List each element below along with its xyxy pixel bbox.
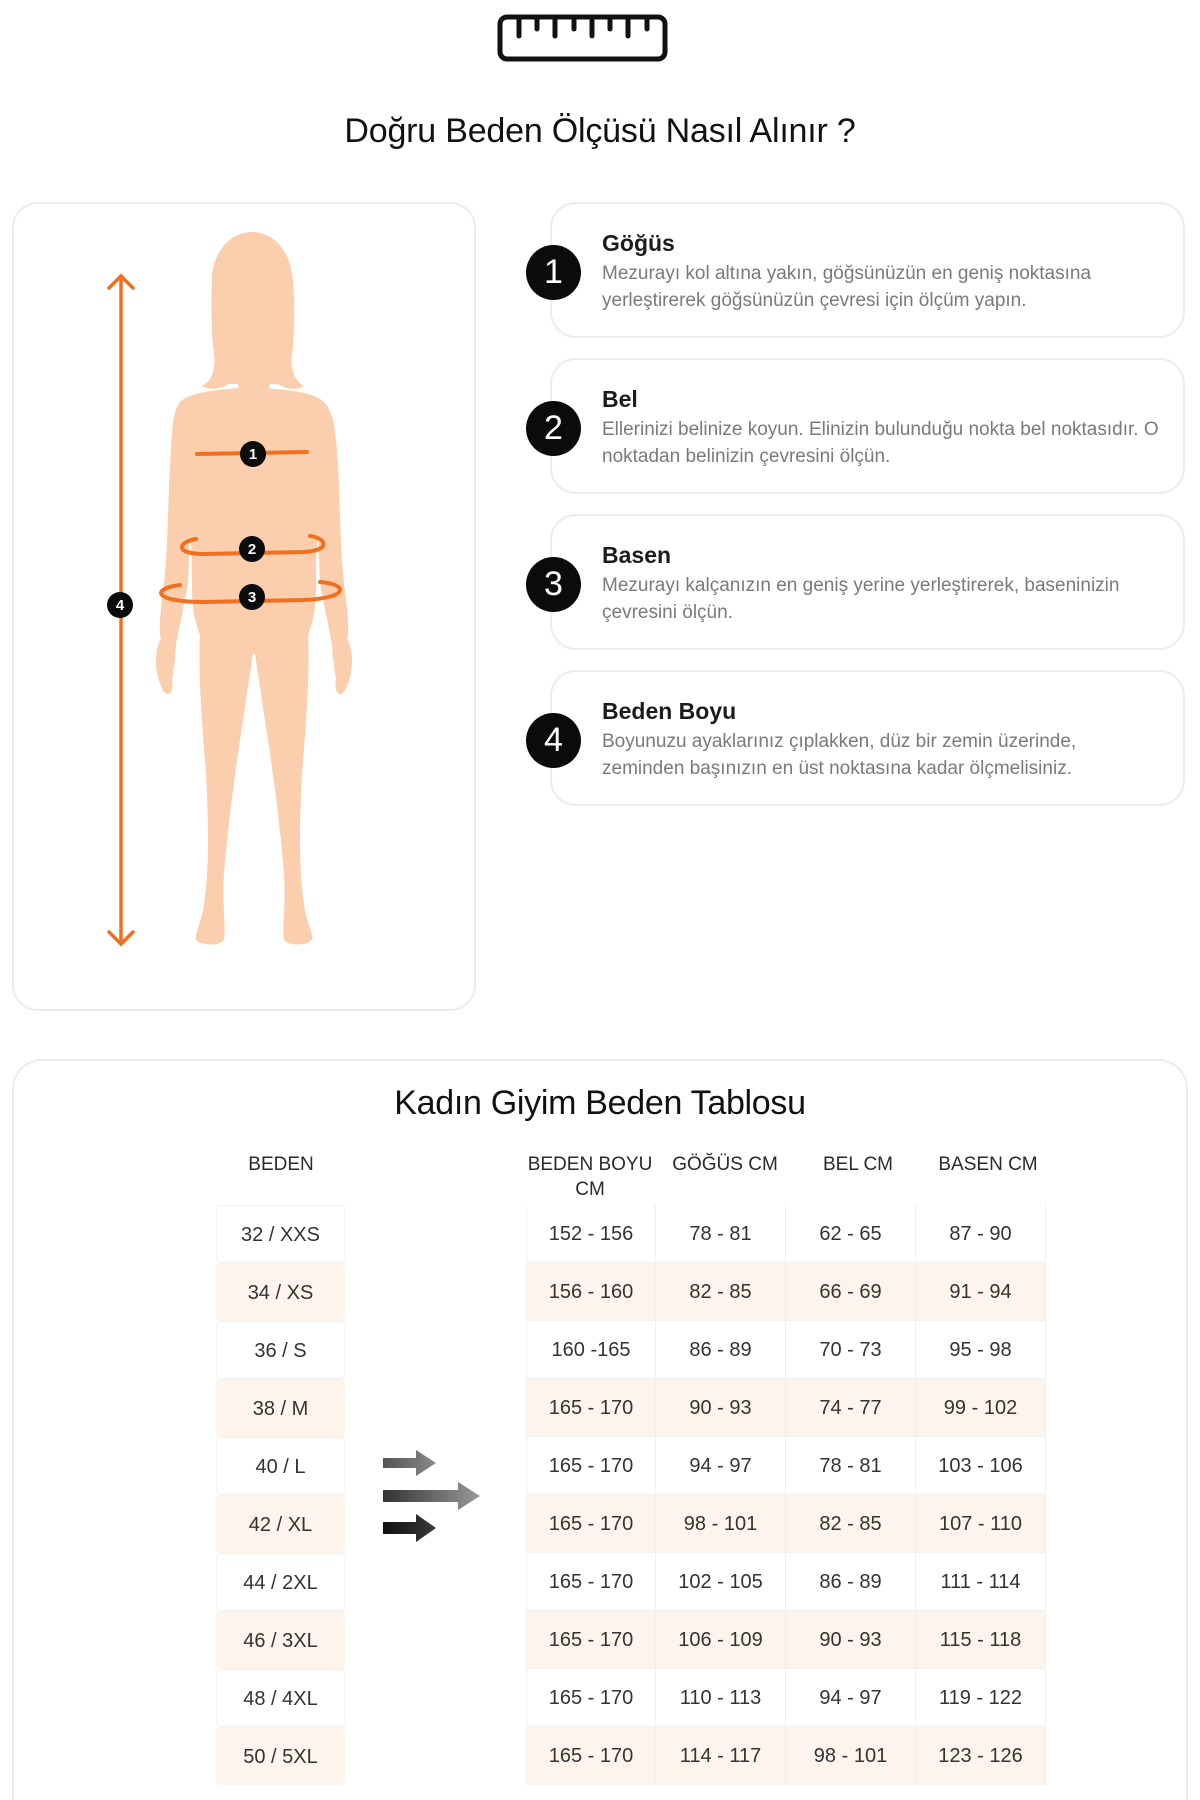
table-row	[526, 1263, 1046, 1321]
chest-cell: 86 - 89	[656, 1321, 786, 1379]
hip-cell: 95 - 98	[916, 1321, 1046, 1379]
hip-cell: 91 - 94	[916, 1263, 1046, 1321]
step-title: Göğüs	[602, 230, 675, 256]
hip-cell: 119 - 122	[916, 1669, 1046, 1727]
size-cell: 40 / L	[216, 1437, 345, 1495]
size-cell: 38 / M	[216, 1379, 345, 1437]
column-header-chest: GÖĞÜS CM	[672, 1154, 778, 1175]
table-row	[526, 1379, 1046, 1437]
size-cell: 32 / XXS	[216, 1205, 345, 1263]
chest-cell: 90 - 93	[656, 1379, 786, 1437]
column-header-hip: BASEN CM	[938, 1154, 1038, 1175]
step-number-badge: 4	[526, 713, 581, 768]
size-cell: 44 / 2XL	[216, 1553, 345, 1611]
size-cell: 36 / S	[216, 1321, 345, 1379]
marker-4-label: 4	[115, 597, 125, 614]
step-description: Mezurayı kalçanızın en geniş yerine yerleştirerek, baseninizin çevresini ölçün.	[602, 575, 1120, 623]
step-title: Bel	[602, 386, 638, 412]
size-table-title: Kadın Giyim Beden Tablosu	[394, 1084, 806, 1122]
waist-cell: 82 - 85	[786, 1495, 916, 1553]
chest-cell: 82 - 85	[656, 1263, 786, 1321]
page-title: Doğru Beden Ölçüsü Nasıl Alınır ?	[344, 112, 856, 150]
step-number-badge: 3	[526, 557, 581, 612]
waist-cell: 70 - 73	[786, 1321, 916, 1379]
arrows-right-icon	[380, 1448, 482, 1544]
height-cell: 156 - 160	[526, 1263, 656, 1321]
waist-cell: 86 - 89	[786, 1553, 916, 1611]
height-cell: 165 - 170	[526, 1669, 656, 1727]
column-header-size: BEDEN	[248, 1154, 314, 1175]
size-column	[216, 1205, 345, 1785]
height-cell: 165 - 170	[526, 1553, 656, 1611]
step-description: Boyunuzu ayaklarınız çıplakken, düz bir zemin üzerinde, zeminden başınızın en üst noktasına kadar ölçmelisiniz.	[602, 731, 1077, 779]
chest-cell: 98 - 101	[656, 1495, 786, 1553]
chest-cell: 94 - 97	[656, 1437, 786, 1495]
table-row	[526, 1553, 1046, 1611]
chest-cell: 78 - 81	[656, 1205, 786, 1263]
step-title: Basen	[602, 542, 672, 568]
chest-cell: 114 - 117	[656, 1727, 786, 1785]
height-cell: 165 - 170	[526, 1727, 656, 1785]
measurement-table	[526, 1205, 1046, 1785]
body-silhouette-illustration	[14, 204, 478, 1013]
height-cell: 160 -165	[526, 1321, 656, 1379]
height-cell: 165 - 170	[526, 1495, 656, 1553]
size-cell: 48 / 4XL	[216, 1669, 345, 1727]
body-figure-card	[12, 202, 476, 1011]
waist-cell: 74 - 77	[786, 1379, 916, 1437]
height-cell: 165 - 170	[526, 1379, 656, 1437]
waist-cell: 78 - 81	[786, 1437, 916, 1495]
size-cell: 42 / XL	[216, 1495, 345, 1553]
waist-cell: 90 - 93	[786, 1611, 916, 1669]
table-row	[526, 1437, 1046, 1495]
height-cell: 165 - 170	[526, 1611, 656, 1669]
waist-cell: 62 - 65	[786, 1205, 916, 1263]
size-cell: 46 / 3XL	[216, 1611, 345, 1669]
waist-cell: 66 - 69	[786, 1263, 916, 1321]
step-title: Beden Boyu	[602, 698, 737, 724]
marker-1-label: 1	[248, 446, 258, 463]
column-header-height: BEDEN BOYU CM	[527, 1154, 653, 1200]
size-cell: 34 / XS	[216, 1263, 345, 1321]
step-description: Mezurayı kol altına yakın, göğsünüzün en geniş noktasına yerleştirerek göğsünüzün çevresi için ölçüm yapın.	[602, 263, 1092, 311]
step-description: Ellerinizi belinize koyun. Elinizin bulunduğu nokta bel noktasıdır. O noktadan belinizin çevresini ölçün.	[602, 419, 1159, 467]
step-number-badge: 2	[526, 401, 581, 456]
hip-cell: 115 - 118	[916, 1611, 1046, 1669]
step-card-waist	[550, 358, 1185, 494]
step-card-height	[550, 670, 1185, 806]
marker-2-label: 2	[247, 541, 257, 558]
waist-cell: 94 - 97	[786, 1669, 916, 1727]
hip-cell: 103 - 106	[916, 1437, 1046, 1495]
step-card-hip	[550, 514, 1185, 650]
size-cell: 50 / 5XL	[216, 1727, 345, 1785]
height-cell: 152 - 156	[526, 1205, 656, 1263]
table-row	[526, 1205, 1046, 1263]
table-row	[526, 1495, 1046, 1553]
step-number-badge: 1	[526, 245, 581, 300]
waist-cell: 98 - 101	[786, 1727, 916, 1785]
hip-cell: 87 - 90	[916, 1205, 1046, 1263]
height-cell: 165 - 170	[526, 1437, 656, 1495]
column-header-waist: BEL CM	[822, 1154, 894, 1175]
hip-cell: 107 - 110	[916, 1495, 1046, 1553]
chest-cell: 106 - 109	[656, 1611, 786, 1669]
hip-cell: 123 - 126	[916, 1727, 1046, 1785]
ruler-icon	[497, 14, 668, 62]
step-card-chest	[550, 202, 1185, 338]
marker-3-label: 3	[247, 589, 257, 606]
table-row	[526, 1669, 1046, 1727]
chest-cell: 110 - 113	[656, 1669, 786, 1727]
chest-cell: 102 - 105	[656, 1553, 786, 1611]
hip-cell: 99 - 102	[916, 1379, 1046, 1437]
table-row	[526, 1611, 1046, 1669]
table-row	[526, 1727, 1046, 1785]
hip-cell: 111 - 114	[916, 1553, 1046, 1611]
table-row	[526, 1321, 1046, 1379]
